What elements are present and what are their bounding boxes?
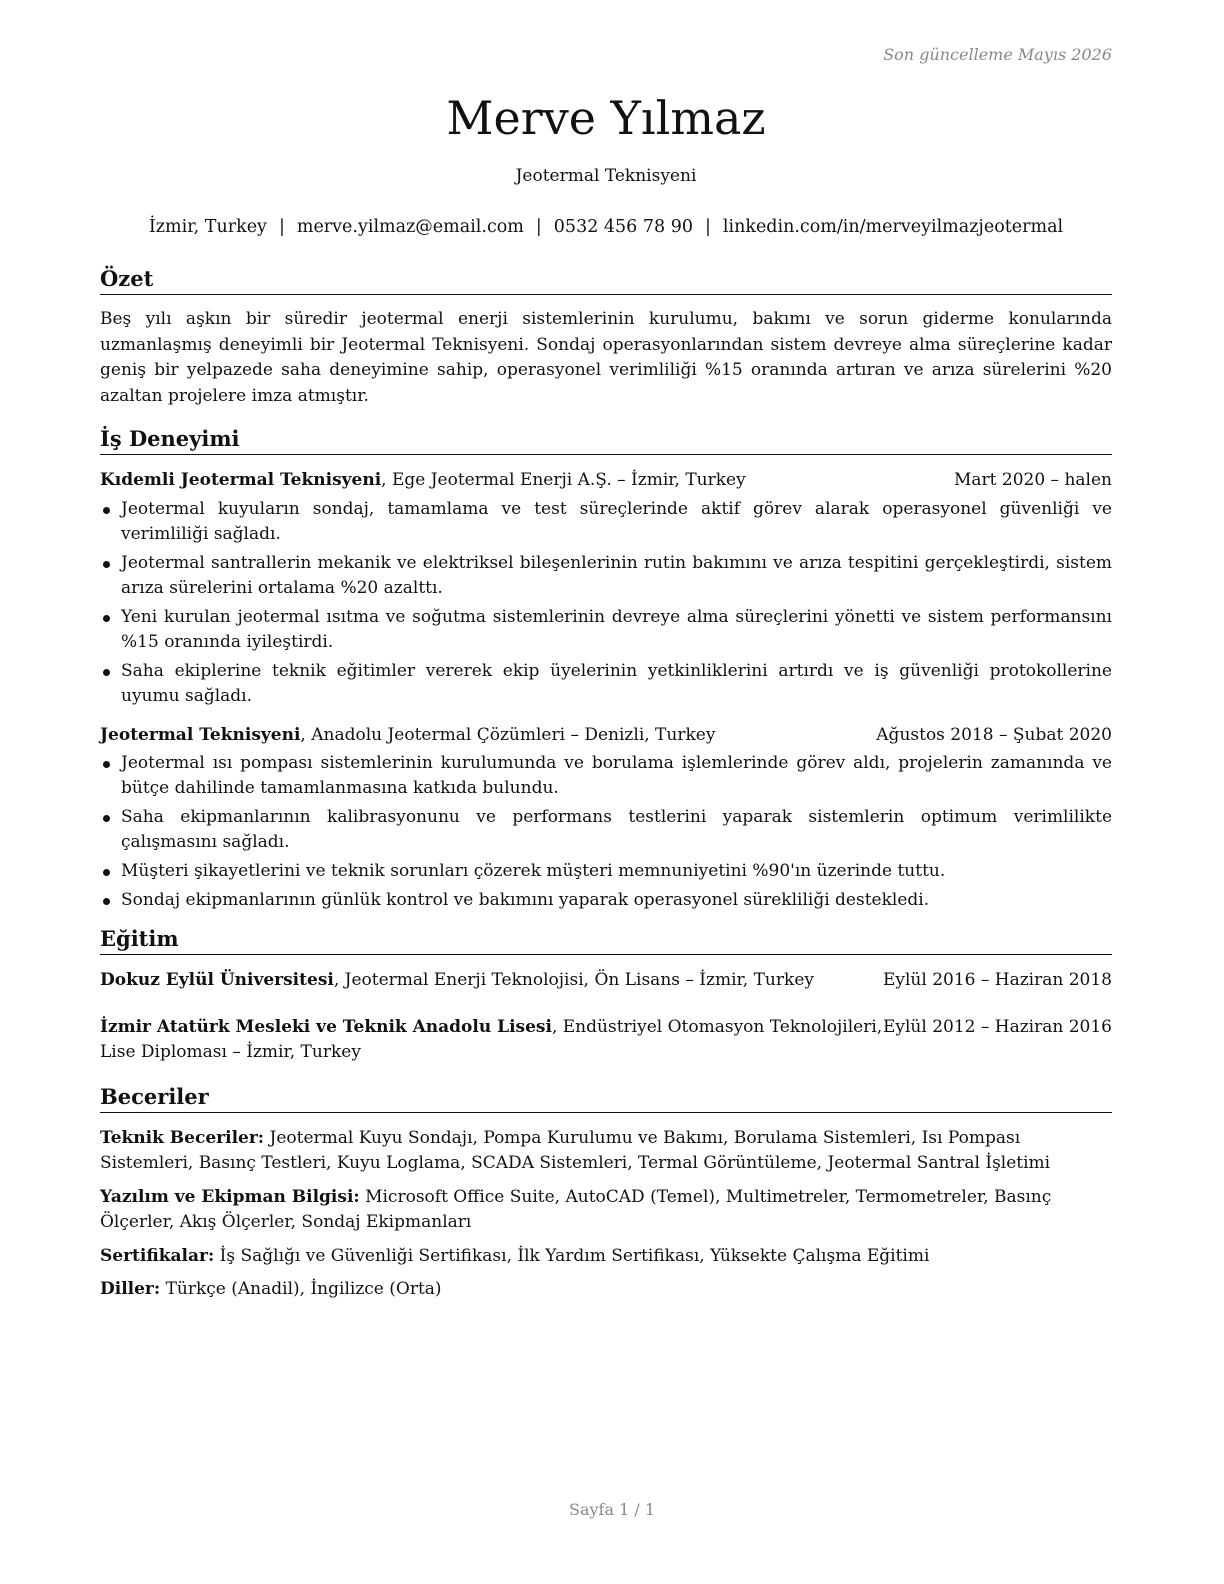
education-section <box>100 925 1112 1066</box>
skill-text: Microsoft Office Suite, AutoCAD (Temel), Multimetreler, Termometreler, Basınç Ölçerler, Akış Ölçerler, Sondaj Ekipmanları <box>100 1186 1052 1232</box>
skill-text: Jeotermal Kuyu Sondajı, Pompa Kurulumu ve Bakımı, Borulama Sistemleri, Isı Pompası Sistemleri, Basınç Testleri, Kuyu Loglama, SCADA Sistemleri, Termal Görüntüleme, Jeotermal Santral İşletimi <box>100 1127 1051 1173</box>
resume-content <box>100 86 1112 1311</box>
section-heading-education: Eğitim <box>100 925 1112 955</box>
job-title: Jeotermal Teknisyeni <box>515 166 697 186</box>
skill-label: Teknik Beceriler: <box>100 1127 265 1148</box>
job-header <box>100 723 1112 749</box>
list-item: Saha ekiplerine teknik eğitimler vererek ekip üyelerinin yetkinliklerini artırdı ve iş güvenliği protokollerine uyumu sağladı. <box>100 659 1112 709</box>
education-entry <box>100 968 1112 994</box>
school-name: İzmir Atatürk Mesleki ve Teknik Anadolu Lisesi <box>100 1016 552 1037</box>
bullet-icon <box>103 507 110 514</box>
list-item: Müşteri şikayetlerini ve teknik sorunları çözerek müşteri memnuniyetini %90'ın üzerinde tuttu. <box>100 859 1112 884</box>
bullet-icon <box>103 561 110 568</box>
job-role: Kıdemli Jeotermal Teknisyeni <box>100 470 382 490</box>
job-details: , Ege Jeotermal Enerji A.Ş. – İzmir, Turkey <box>381 470 746 490</box>
contact-line <box>100 215 1112 239</box>
skill-row <box>100 1277 1112 1303</box>
job-dates: Ağustos 2018 – Şubat 2020 <box>876 724 1112 745</box>
contact-separator: | <box>704 217 711 237</box>
education-dates: Eylül 2016 – Haziran 2018 <box>882 970 1112 990</box>
last-updated: Son güncelleme Mayıs 2026 <box>883 45 1112 64</box>
skill-label: Diller: <box>100 1279 161 1299</box>
job-details: , Anadolu Jeotermal Çözümleri – Denizli, Turkey <box>300 724 716 745</box>
section-heading-experience: İş Deneyimi <box>100 425 1112 455</box>
contact-phone: 0532 456 78 90 <box>553 217 693 237</box>
person-name: Merve Yılmaz <box>446 91 766 145</box>
experience-section <box>100 425 1112 913</box>
skill-label: Yazılım ve Ekipman Bilgisi: <box>100 1186 360 1207</box>
list-item: Saha ekipmanlarının kalibrasyonunu ve performans testlerini yaparak sistemlerin optimum verimlilikte çalışmasını sağladı. <box>100 805 1112 855</box>
job-entry <box>100 723 1112 914</box>
page-number: Sayfa 1 / 1 <box>568 1500 655 1519</box>
education-details: , Jeotermal Enerji Teknolojisi, Ön Lisans – İzmir, Turkey <box>333 970 814 990</box>
skill-text: İş Sağlığı ve Güvenliği Sertifikası, İlk Yardım Sertifikası, Yüksekte Çalışma Eğitimi <box>214 1245 930 1266</box>
education-entry <box>100 1015 1112 1066</box>
job-dates: Mart 2020 – halen <box>953 470 1112 490</box>
bullet-icon <box>103 615 110 622</box>
school-name: Dokuz Eylül Üniversitesi <box>100 970 334 990</box>
job-header <box>100 468 1112 494</box>
list-item: Jeotermal ısı pompası sistemlerinin kurulumunda ve borulama işlemlerinde görev aldı, projelerin zamanında ve bütçe dahilinde tamamlanmasına katkıda bulundu. <box>100 751 1112 801</box>
skill-row <box>100 1126 1112 1177</box>
contact-location: İzmir, Turkey <box>148 217 267 237</box>
list-item: Sondaj ekipmanlarının günlük kontrol ve bakımını yaparak operasyonel sürekliliği destekledi. <box>100 888 1112 913</box>
skill-row <box>100 1185 1112 1236</box>
bullet-icon <box>103 761 110 768</box>
bullet-icon <box>103 815 110 822</box>
skill-text: Türkçe (Anadil), İngilizce (Orta) <box>160 1279 442 1299</box>
section-heading-skills: Beceriler <box>100 1083 1112 1113</box>
bullet-icon <box>103 669 110 676</box>
job-bullets <box>100 497 1112 709</box>
list-item: Yeni kurulan jeotermal ısıtma ve soğutma sistemlerinin devreye alma süreçlerini yönetti ve sistem performansını %15 oranında iyileştirdi. <box>100 605 1112 655</box>
job-entry <box>100 468 1112 709</box>
contact-email[interactable]: merve.yilmaz@email.com <box>296 217 524 237</box>
bullet-icon <box>103 869 110 876</box>
job-bullets <box>100 751 1112 913</box>
contact-linkedin[interactable]: linkedin.com/in/merveyilmazjeotermal <box>722 217 1064 237</box>
list-item: Jeotermal santrallerin mekanik ve elektriksel bileşenlerinin rutin bakımını ve arıza tespitini gerçekleştirdi, sistem arıza sürelerini ortalama %20 azalttı. <box>100 551 1112 601</box>
job-role: Jeotermal Teknisyeni <box>100 724 301 745</box>
summary-text: Beş yılı aşkın bir süredir jeotermal enerji sistemlerinin kurulumu, bakımı ve sorun giderme konularında uzmanlaşmış deneyimli bir Jeotermal Teknisyeni. Sondaj operasyonlarından sistem devreye alma süreçlerine kadar geniş bir yelpazede saha deneyimine sahip, operasyonel verimliliği %15 oranında artıran ve arıza sürelerini %20 azaltan projelere imza atmıştır. <box>100 309 1112 406</box>
skills-section <box>100 1083 1112 1303</box>
education-dates: Eylül 2012 – Haziran 2016 <box>882 1016 1112 1037</box>
contact-separator: | <box>278 217 285 237</box>
contact-separator: | <box>535 217 542 237</box>
summary-section <box>100 265 1112 409</box>
skill-label: Sertifikalar: <box>100 1245 215 1266</box>
list-item: Jeotermal kuyuların sondaj, tamamlama ve test süreçlerinde aktif görev alarak operasyonel güvenliği ve verimliliği sağladı. <box>100 497 1112 547</box>
education-details: , Endüstriyel Otomasyon Teknolojileri, Lise Diploması – İzmir, Turkey <box>100 1016 883 1062</box>
section-heading-summary: Özet <box>100 265 1112 295</box>
skill-row <box>100 1244 1112 1270</box>
bullet-icon <box>103 898 110 905</box>
